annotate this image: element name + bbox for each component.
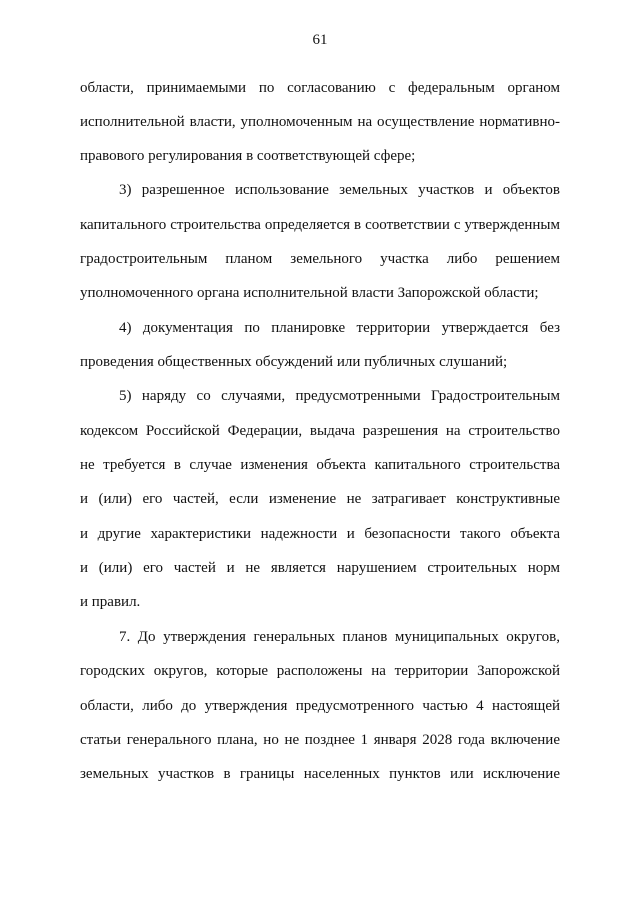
text-line: области, либо до утверждения предусмотренного частью 4 настоящей [80, 698, 560, 714]
text-line: проведения общественных обсуждений или публичных слушаний; [80, 354, 508, 370]
text-line: 4) документация по планировке территории утверждается без [119, 320, 560, 336]
text-line: кодексом Российской Федерации, выдача разрешения на строительство [80, 423, 560, 439]
text-line: 7. До утверждения генеральных планов муниципальных округов, [119, 629, 560, 645]
text-line: городских округов, которые расположены на территории Запорожской [80, 663, 560, 679]
text-line: земельных участков в границы населенных пунктов или исключение [80, 766, 560, 782]
text-line: 5) наряду со случаями, предусмотренными Градостроительным [119, 388, 560, 404]
text-line: и (или) его частей и не является нарушением строительных норм [80, 560, 560, 576]
text-line: и правил. [80, 594, 141, 610]
text-line: правового регулирования в соответствующей сфере; [80, 148, 416, 164]
text-line: градостроительным планом земельного участка либо решением [80, 251, 560, 267]
page-number: 61 [312, 32, 328, 48]
text-line: не требуется в случае изменения объекта капитального строительства [80, 457, 560, 473]
text-line: и другие характеристики надежности и безопасности такого объекта [80, 526, 560, 542]
text-line: капитального строительства определяется в соответствии с утвержденным [80, 217, 560, 233]
text-line: исполнительной власти, уполномоченным на осуществление нормативно- [80, 114, 560, 130]
text-line: 3) разрешенное использование земельных участков и объектов [119, 182, 560, 198]
text-line: и (или) его частей, если изменение не затрагивает конструктивные [80, 491, 560, 507]
text-line: области, принимаемыми по согласованию с федеральным органом [80, 80, 560, 96]
text-line: уполномоченного органа исполнительной власти Запорожской области; [80, 285, 539, 301]
text-line: статьи генерального плана, но не позднее 1 января 2028 года включение [80, 732, 560, 748]
